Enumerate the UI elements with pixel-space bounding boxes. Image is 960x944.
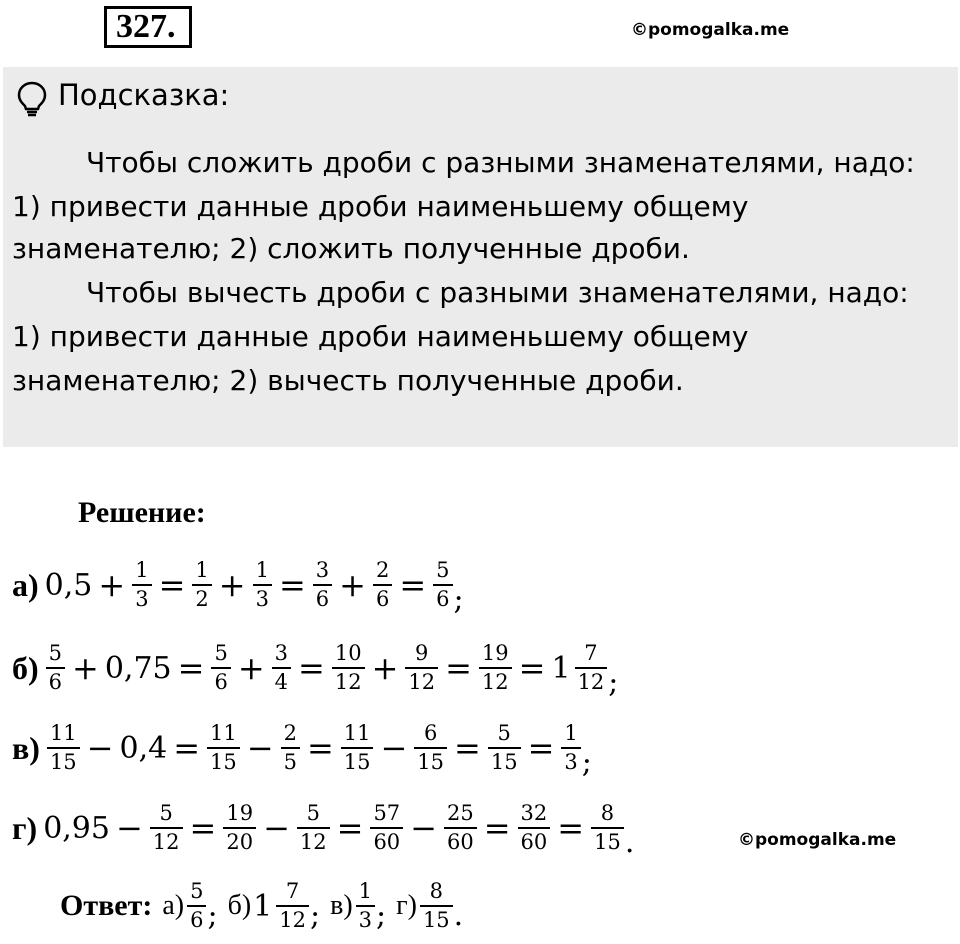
operator: + <box>218 566 246 604</box>
operator: = <box>158 566 186 604</box>
denominator: 5 <box>281 747 300 775</box>
numerator: 9 <box>415 641 429 665</box>
fraction <box>414 721 447 775</box>
denominator: 20 <box>223 827 256 855</box>
punctuation: ; <box>453 582 464 617</box>
numerator: 2 <box>375 558 390 582</box>
operator: = <box>399 566 427 604</box>
numerator: 5 <box>306 801 320 825</box>
hint-line: знаменателю; 2) вычесть полученные дроби. <box>12 364 684 397</box>
solution-row-a <box>12 553 464 617</box>
hint-line: знаменателю; 2) сложить полученные дроби. <box>12 232 690 265</box>
operator: = <box>177 649 205 687</box>
fraction <box>46 641 65 695</box>
denominator: 6 <box>211 667 230 695</box>
operator: = <box>336 809 364 847</box>
row-label: а) <box>12 566 39 603</box>
operator: = <box>518 649 546 687</box>
answer-items <box>162 879 463 933</box>
numerator: 1 <box>195 558 209 582</box>
punctuation: ; <box>581 745 592 780</box>
operator: + <box>371 649 399 687</box>
solution-heading: Решение: <box>78 496 206 529</box>
fraction <box>488 721 521 775</box>
operator: = <box>454 729 481 767</box>
numerator: 57 <box>373 801 401 825</box>
operator: − <box>115 809 143 847</box>
numerator: 10 <box>334 641 362 665</box>
hint-line: 1) привести данные дроби наименьшему общему <box>12 320 749 353</box>
denominator: 15 <box>414 747 447 775</box>
numerator: 6 <box>423 721 438 745</box>
denominator: 12 <box>479 667 512 695</box>
fraction <box>518 801 551 855</box>
hint-title: Подсказка: <box>58 78 230 112</box>
denominator: 12 <box>405 667 438 695</box>
denominator: 12 <box>575 667 608 695</box>
denominator: 4 <box>272 667 291 695</box>
operator: = <box>189 809 217 847</box>
number: 0,95 <box>43 810 110 846</box>
denominator: 12 <box>332 667 365 695</box>
denominator: 6 <box>313 584 332 612</box>
fraction <box>211 641 230 695</box>
operator: = <box>306 729 334 767</box>
operator: = <box>483 809 511 847</box>
denominator: 3 <box>561 747 580 775</box>
fraction <box>479 641 512 695</box>
fraction <box>356 879 375 933</box>
number: 0,4 <box>119 730 168 766</box>
numerator: 1 <box>135 558 149 582</box>
mixed-number <box>551 641 608 695</box>
fraction <box>272 641 291 695</box>
fraction <box>150 801 183 855</box>
denominator: 15 <box>47 747 80 775</box>
denominator: 15 <box>488 747 521 775</box>
punctuation: ; <box>207 898 218 933</box>
number: 0,5 <box>44 567 93 603</box>
operator: + <box>237 649 265 687</box>
operator: = <box>173 729 201 767</box>
watermark-bottom: ©pomogalka.me <box>738 830 897 850</box>
mixed-number <box>253 879 310 933</box>
numerator: 5 <box>436 558 450 582</box>
denominator: 3 <box>356 905 375 933</box>
denominator: 60 <box>444 827 477 855</box>
denominator: 6 <box>46 667 65 695</box>
numerator: 1 <box>564 721 578 745</box>
operator: − <box>86 729 114 767</box>
fraction <box>223 801 256 855</box>
operator: − <box>380 729 408 767</box>
fraction <box>575 641 608 695</box>
operator: − <box>246 729 274 767</box>
punctuation: . <box>624 825 635 860</box>
operator: = <box>527 729 555 767</box>
numerator: 5 <box>497 721 511 745</box>
denominator: 6 <box>433 584 452 612</box>
numerator: 8 <box>600 801 615 825</box>
operator: + <box>98 566 126 604</box>
row-label: в) <box>12 729 40 766</box>
whole-part: 1 <box>253 888 273 924</box>
hint-line: Чтобы сложить дроби с разными знаменателями, надо: <box>86 146 915 179</box>
fraction <box>281 721 300 775</box>
answer-label: Ответ: <box>60 889 153 922</box>
denominator: 15 <box>420 905 453 933</box>
denominator: 15 <box>341 747 374 775</box>
fraction <box>297 801 330 855</box>
answer-item-label: а) <box>162 890 185 921</box>
operator: = <box>278 566 306 604</box>
denominator: 6 <box>187 905 206 933</box>
numerator: 25 <box>446 801 474 825</box>
operator: = <box>298 649 325 687</box>
answer-line <box>60 874 463 938</box>
punctuation: ; <box>309 898 321 933</box>
watermark-top: ©pomogalka.me <box>631 20 790 40</box>
hint-line: Чтобы вычесть дроби с разными знаменателями, надо: <box>86 276 909 309</box>
row-label: г) <box>12 809 38 846</box>
numerator: 11 <box>343 721 371 745</box>
fraction <box>132 558 151 612</box>
fraction <box>370 801 403 855</box>
numerator: 19 <box>481 641 509 665</box>
numerator: 3 <box>274 641 289 665</box>
numerator: 32 <box>520 801 548 825</box>
operator: − <box>263 809 290 847</box>
numerator: 3 <box>315 558 330 582</box>
fraction <box>444 801 477 855</box>
fraction <box>591 801 624 855</box>
fraction <box>373 558 392 612</box>
punctuation: . <box>453 898 464 933</box>
numerator: 1 <box>358 879 373 903</box>
lightbulb-icon <box>16 80 48 118</box>
numerator: 19 <box>226 801 254 825</box>
denominator: 12 <box>150 827 183 855</box>
task-number: 327. <box>104 6 192 48</box>
numerator: 1 <box>255 558 269 582</box>
fraction <box>192 558 211 612</box>
row-label: б) <box>12 649 39 686</box>
denominator: 60 <box>518 827 551 855</box>
numerator: 2 <box>283 721 297 745</box>
fraction <box>313 558 332 612</box>
numerator: 5 <box>159 801 173 825</box>
number: 0,75 <box>104 650 172 686</box>
operator: − <box>410 809 437 847</box>
fraction <box>420 879 453 933</box>
punctuation: ; <box>608 665 619 700</box>
numerator: 11 <box>210 721 237 745</box>
solution-row-b <box>12 636 618 700</box>
numerator: 5 <box>214 641 228 665</box>
fraction <box>47 721 80 775</box>
numerator: 5 <box>48 641 63 665</box>
operator: = <box>557 809 585 847</box>
denominator: 15 <box>591 827 624 855</box>
fraction <box>341 721 374 775</box>
fraction <box>433 558 452 612</box>
answer-item-label: в) <box>330 890 353 921</box>
solution-row-v <box>12 716 592 780</box>
denominator: 6 <box>373 584 392 612</box>
denominator: 2 <box>192 584 211 612</box>
numerator: 7 <box>584 641 598 665</box>
operator: + <box>339 566 366 604</box>
fraction <box>253 558 272 612</box>
denominator: 12 <box>297 827 330 855</box>
denominator: 15 <box>207 747 240 775</box>
denominator: 3 <box>253 584 272 612</box>
punctuation: ; <box>376 898 387 933</box>
numerator: 7 <box>285 879 300 903</box>
answer-item-label: б) <box>227 890 252 921</box>
operator: = <box>445 649 472 687</box>
whole-part: 1 <box>551 650 571 686</box>
hint-line: 1) привести данные дроби наименьшему общему <box>12 190 749 223</box>
denominator: 3 <box>132 584 151 612</box>
fraction <box>187 879 206 933</box>
fraction <box>332 641 365 695</box>
numerator: 8 <box>429 879 443 903</box>
numerator: 5 <box>190 879 204 903</box>
fraction <box>207 721 240 775</box>
denominator: 60 <box>370 827 403 855</box>
denominator: 12 <box>276 905 309 933</box>
fraction <box>561 721 580 775</box>
solution-row-g <box>12 796 634 860</box>
fraction <box>405 641 438 695</box>
operator: + <box>72 649 99 687</box>
answer-item-label: г) <box>396 890 417 921</box>
numerator: 11 <box>49 721 77 745</box>
fraction <box>276 879 309 933</box>
